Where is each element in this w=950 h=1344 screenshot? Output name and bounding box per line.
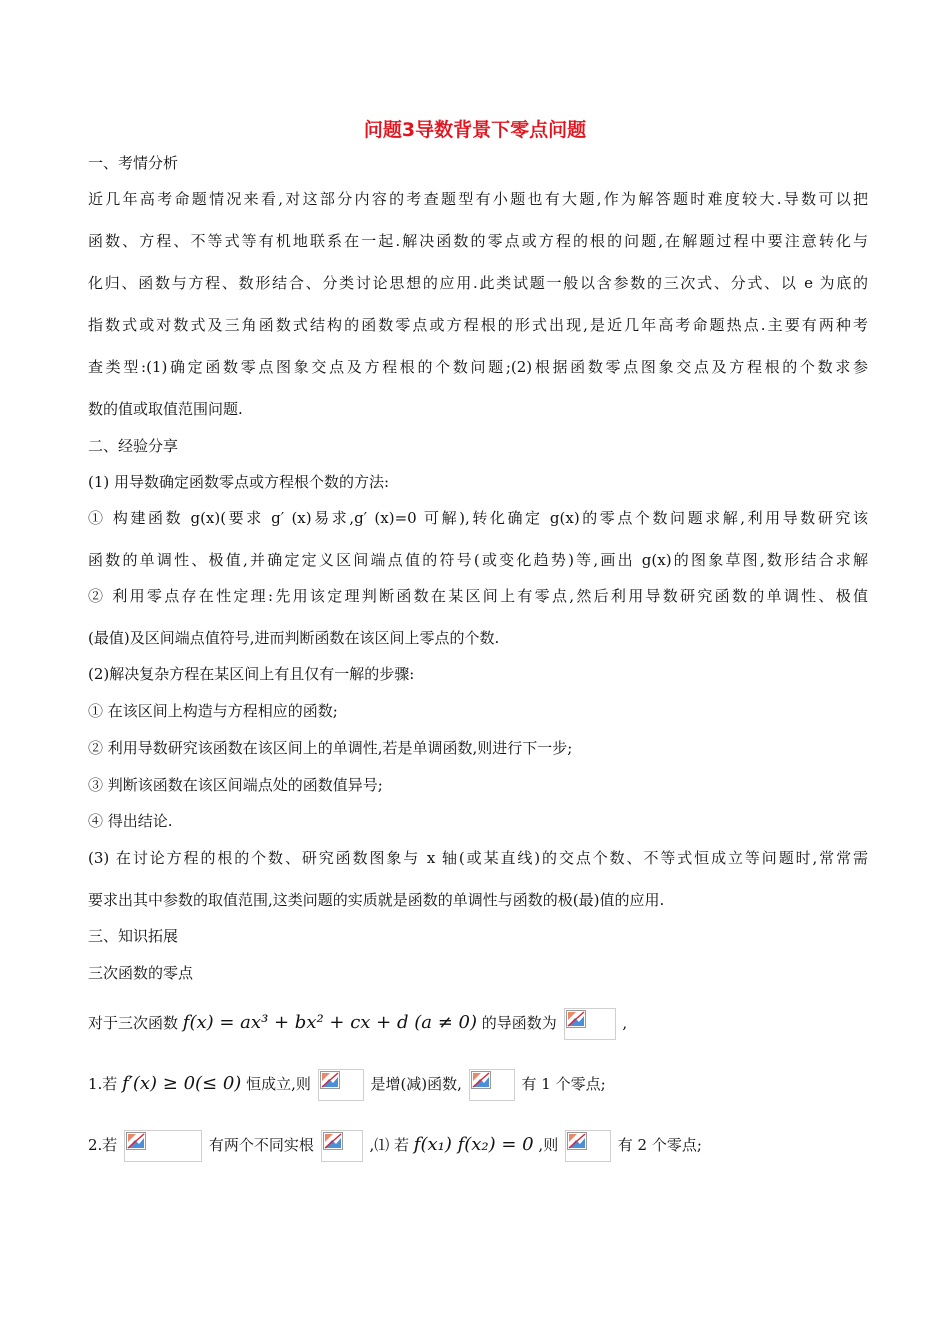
method-2-step: ③ 判断该函数在该区间端点处的函数值异号; bbox=[88, 776, 383, 794]
extension-subtitle: 三次函数的零点 bbox=[88, 964, 194, 982]
item-1-text: 恒成立,则 bbox=[246, 1075, 311, 1093]
item-2-text: ,则 bbox=[538, 1136, 559, 1154]
item-2-prefix: 2.若 bbox=[88, 1136, 118, 1154]
item-1-line bbox=[88, 1066, 868, 1102]
cubic-intro-suffix: 的导函数为 bbox=[481, 1014, 557, 1032]
method-2-step: ① 在该区间上构造与方程相应的函数; bbox=[88, 702, 338, 720]
page-title: 问题3导数背景下零点问题 bbox=[363, 119, 587, 141]
broken-image-icon bbox=[565, 1130, 611, 1162]
derivative-condition-equation: f′(x) ≥ 0(≤ 0) bbox=[122, 1073, 242, 1094]
broken-image-icon bbox=[469, 1069, 515, 1101]
method-1-step-b-cont: (最值)及区间端点值符号,进而判断函数在该区间上零点的个数. bbox=[88, 629, 500, 647]
method-3-line: (3) 在讨论方程的根的个数、研究函数图象与 x 轴(或某直线)的交点个数、不等式恒成立等问题时,常常需 bbox=[88, 849, 868, 867]
item-2-line bbox=[88, 1127, 868, 1163]
analysis-line: 查类型:(1)确定函数零点图象交点及方程根的个数问题;(2)根据函数零点图象交点及方程根的个数求参 bbox=[88, 358, 868, 376]
broken-image-icon bbox=[321, 1130, 363, 1162]
analysis-line: 数的值或取值范围问题. bbox=[88, 400, 243, 418]
analysis-line: 指数式或对数式及三角函数式结构的函数零点或方程根的形式出现,是近几年高考命题热点.主要有两种考 bbox=[88, 316, 868, 334]
cubic-function-equation: f(x) = ax³ + bx² + cx + d (a ≠ 0) bbox=[182, 1012, 477, 1033]
item-2-end: 有 2 个零点; bbox=[617, 1136, 702, 1154]
method-3-line-cont: 要求出其中参数的取值范围,这类问题的实质就是函数的单调性与函数的极(最)值的应用. bbox=[88, 891, 665, 909]
broken-image-icon bbox=[124, 1130, 202, 1162]
broken-image-icon bbox=[564, 1008, 616, 1040]
section-heading-experience: 二、经验分享 bbox=[88, 437, 179, 455]
method-1-step-a-cont: 函数的单调性、极值,并确定定义区间端点值的符号(或变化趋势)等,画出 g(x)的图象草图,数形结合求解 bbox=[88, 551, 868, 569]
cubic-intro-end: , bbox=[622, 1014, 628, 1032]
item-2-text: 有两个不同实根 bbox=[208, 1136, 314, 1154]
cubic-intro-prefix: 对于三次函数 bbox=[88, 1014, 179, 1032]
item-2-text: ,⑴ 若 bbox=[369, 1136, 409, 1154]
cubic-intro-line bbox=[88, 1005, 868, 1041]
method-1-step-a: ① 构建函数 g(x)(要求 g′ (x)易求,g′ (x)=0 可解),转化确定 g(x)的零点个数问题求解,利用导数研究该 bbox=[88, 509, 868, 527]
item-1-text: 是增(减)函数, bbox=[370, 1075, 462, 1093]
method-1-step-b: ② 利用零点存在性定理:先用该定理判断函数在某区间上有零点,然后利用导数研究函数的单调性、极值 bbox=[88, 587, 868, 605]
method-1-title: (1) 用导数确定函数零点或方程根个数的方法: bbox=[88, 473, 390, 491]
item-1-end: 有 1 个零点; bbox=[521, 1075, 606, 1093]
analysis-line: 化归、函数与方程、数形结合、分类讨论思想的应用.此类试题一般以含参数的三次式、分式、以 e 为底的 bbox=[88, 274, 868, 292]
item-1-prefix: 1.若 bbox=[88, 1075, 118, 1093]
broken-image-icon bbox=[318, 1069, 364, 1101]
method-2-step: ② 利用导数研究该函数在该区间上的单调性,若是单调函数,则进行下一步; bbox=[88, 739, 573, 757]
product-condition-equation: f(x₁) f(x₂) = 0 bbox=[413, 1134, 534, 1155]
analysis-line: 函数、方程、不等式等有机地联系在一起.解决函数的零点或方程的根的问题,在解题过程中要注意转化与 bbox=[88, 232, 868, 250]
analysis-line: 近几年高考命题情况来看,对这部分内容的考查题型有小题也有大题,作为解答题时难度较大.导数可以把 bbox=[88, 190, 868, 208]
section-heading-extension: 三、知识拓展 bbox=[88, 927, 179, 945]
method-2-title: (2)解决复杂方程在某区间上有且仅有一解的步骤: bbox=[88, 665, 415, 683]
section-heading-analysis: 一、考情分析 bbox=[88, 154, 179, 172]
method-2-step: ④ 得出结论. bbox=[88, 812, 173, 830]
